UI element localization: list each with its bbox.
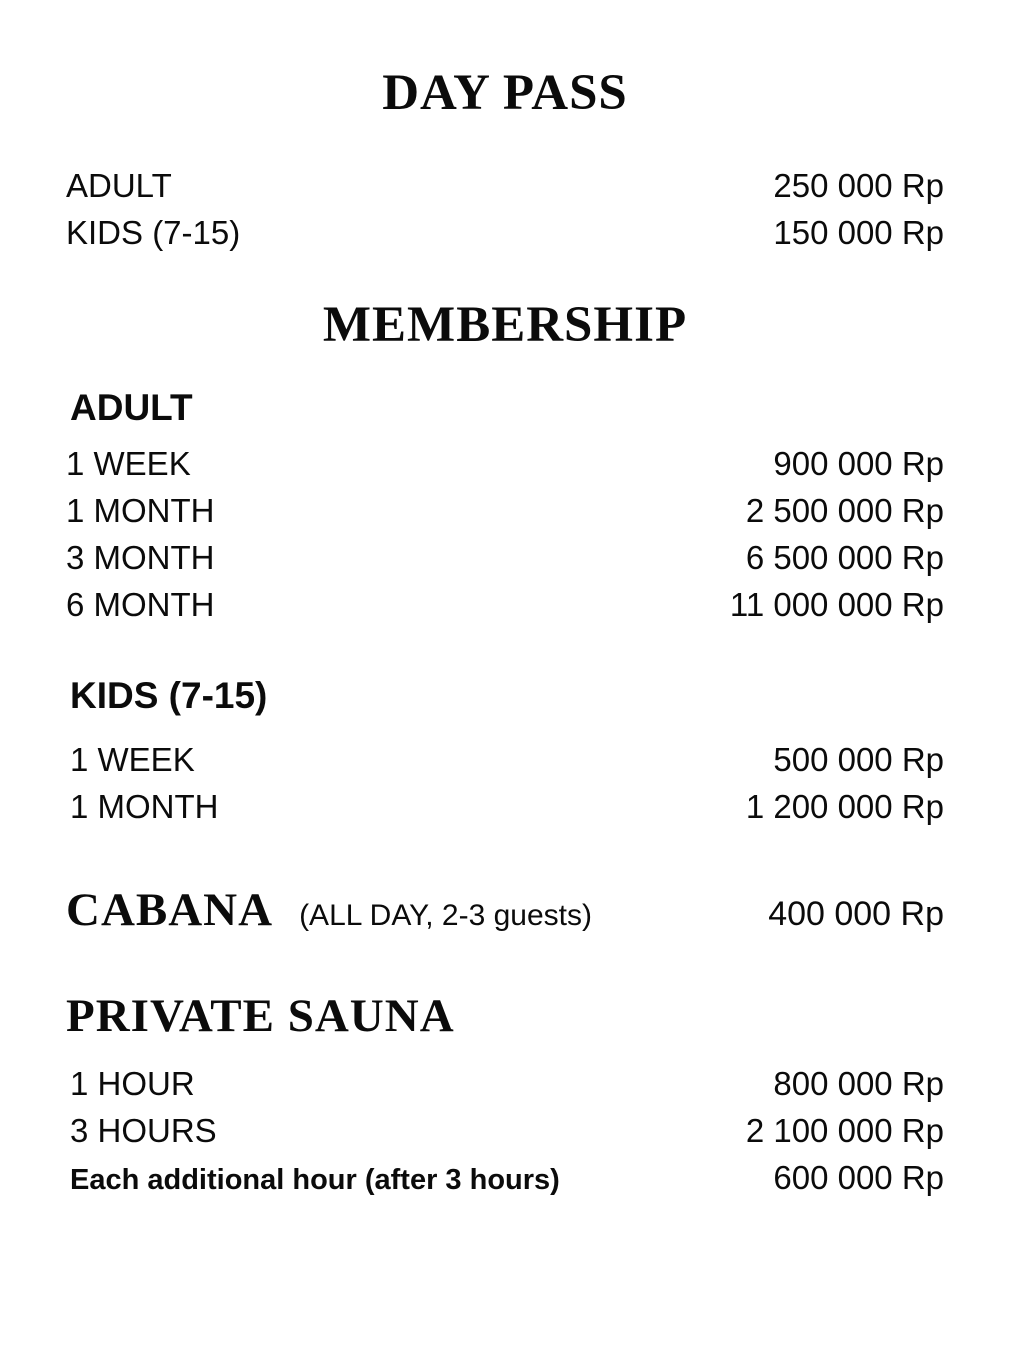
item-label: 3 MONTH <box>66 539 215 576</box>
item-label: 6 MONTH <box>66 586 215 623</box>
item-price: 2 100 000 Rp <box>745 1112 944 1149</box>
item-price: 11 000 000 Rp <box>729 586 944 623</box>
price-row <box>70 1060 944 1107</box>
item-label: KIDS (7-15) <box>66 214 241 251</box>
private-sauna-title: PRIVATE SAUNA <box>66 990 455 1042</box>
private-sauna-rows <box>66 1060 944 1204</box>
item-price: 2 500 000 Rp <box>745 492 944 529</box>
membership-group-kids-label: KIDS (7-15) <box>70 675 268 716</box>
membership-kids-rows <box>66 736 944 830</box>
item-price: 150 000 Rp <box>773 214 944 251</box>
cabana-row <box>66 882 944 938</box>
item-label: ADULT <box>66 167 172 204</box>
item-label: Each additional hour (after 3 hours) <box>70 1164 560 1196</box>
item-label: 1 WEEK <box>70 741 195 778</box>
price-row <box>66 440 944 487</box>
cabana-title: CABANA <box>66 884 274 936</box>
price-row <box>70 783 944 830</box>
price-row <box>66 209 944 256</box>
item-price: 900 000 Rp <box>773 445 944 482</box>
price-row <box>70 736 944 783</box>
price-row <box>66 534 944 581</box>
day-pass-rows <box>66 162 944 256</box>
membership-adult-rows <box>66 440 944 628</box>
item-label: 1 MONTH <box>66 492 215 529</box>
item-price: 500 000 Rp <box>773 741 944 778</box>
item-price: 1 200 000 Rp <box>745 788 944 825</box>
day-pass-title: DAY PASS <box>382 65 628 121</box>
item-price: 800 000 Rp <box>773 1065 944 1102</box>
price-list-page <box>0 64 1024 1362</box>
price-row <box>66 162 944 209</box>
price-row <box>70 1154 944 1204</box>
membership-title: MEMBERSHIP <box>322 297 688 353</box>
item-price: 250 000 Rp <box>773 167 944 204</box>
item-price: 6 500 000 Rp <box>745 539 944 576</box>
cabana-label-group <box>66 882 592 938</box>
item-label: 1 WEEK <box>66 445 191 482</box>
price-row <box>70 1107 944 1154</box>
item-label: 1 MONTH <box>70 788 219 825</box>
membership-group-adult-label: ADULT <box>70 387 193 428</box>
item-label: 1 HOUR <box>70 1065 195 1102</box>
cabana-note: (ALL DAY, 2-3 guests) <box>299 899 592 932</box>
price-row <box>66 581 944 628</box>
item-label: 3 HOURS <box>70 1112 217 1149</box>
price-row <box>66 487 944 534</box>
item-price: 600 000 Rp <box>773 1159 944 1196</box>
cabana-price: 400 000 Rp <box>768 895 944 933</box>
